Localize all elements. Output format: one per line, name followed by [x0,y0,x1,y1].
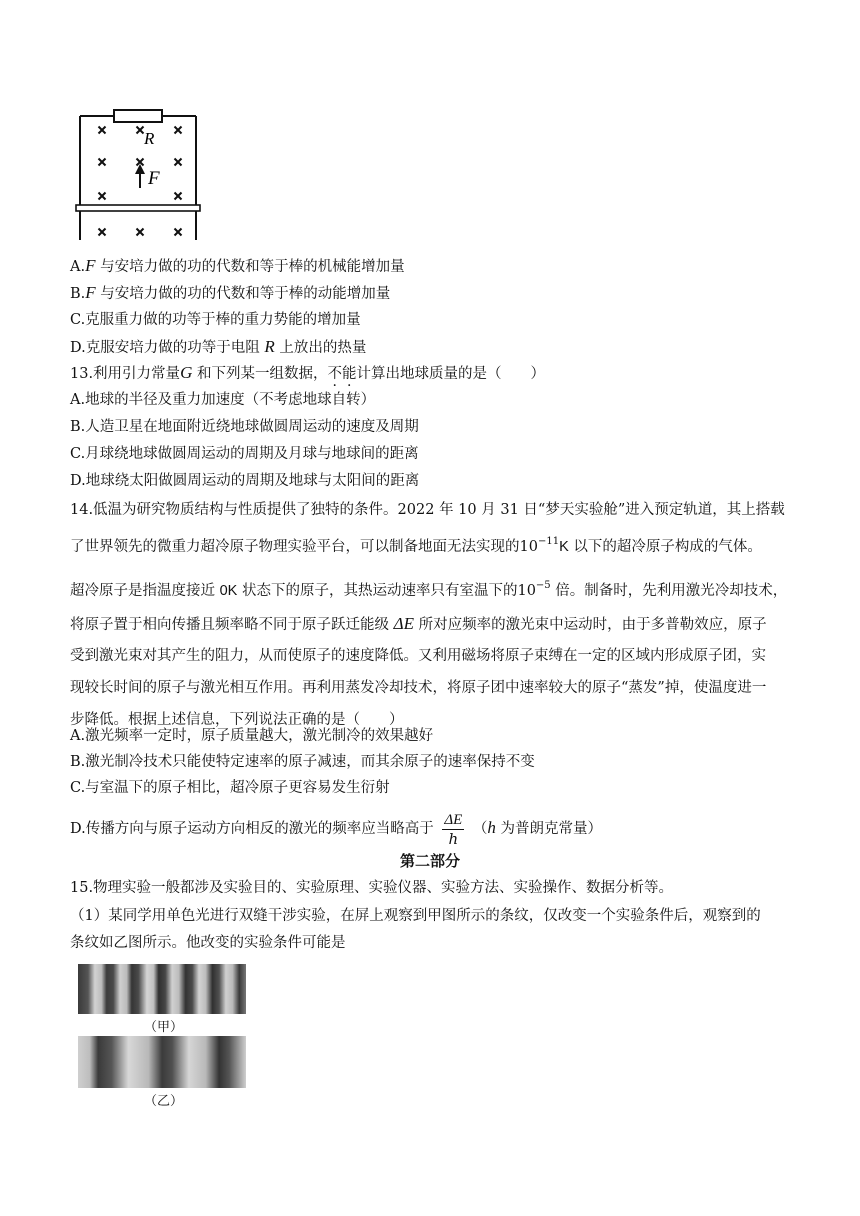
q14-stem-line-3: 超冷原子是指温度接近 0K 状态下的原子，其热运动速率只有室温下的$10^{-5}$ 倍。制备时，先利用激光冷却技术， [70,580,788,599]
q12-option-b: B.F 与安培力做的功的代数和等于棒的动能增加量 [70,283,391,302]
q13-stem: 13.利用引力常量G 和下列某一组数据，不能计算出地球质量的是（ ） [70,363,545,382]
q14-option-d: D.传播方向与原子运动方向相反的激光的频率应当略高于 $\frac{\Delta E}{h}$ （h 为普朗克常量） [70,811,603,848]
fringe-yi-caption: （乙） [144,1094,184,1109]
q12-option-a: A.F 与安培力做的功的代数和等于棒的机械能增加量 [70,256,405,275]
q13-option-c: C.月球绕地球做圆周运动的周期及月球与地球间的距离 [70,446,419,462]
q14-stem-line-2: 了世界领先的微重力超冷原子物理实验平台，可以制备地面无法实现的$10^{-11}K$ 以下的超冷原子构成的气体。 [70,536,762,555]
q14-stem-line-5: 受到激光束对其产生的阻力，从而使原子的速度降低。又利用磁场将原子束缚在一定的区域内形成原子团，实 [70,648,766,664]
q14-stem-line-1: 14.低温为研究物质结构与性质提供了独特的条件。2022 年 10 月 31 日“梦天实验舱”进入预定轨道，其上搭载 [70,502,785,518]
q14-stem-line-7: 步降低。根据上述信息，下列说法正确的是（ ） [70,712,404,728]
rail-circuit-diagram [74,104,204,242]
fringe-jia-caption: （甲） [144,1020,184,1035]
q14-stem-line-6: 现较长时间的原子与激光相互作用。再利用蒸发冷却技术，将原子团中速率较大的原子“蒸发”掉，使温度进一 [70,680,767,696]
q14-option-c: C.与室温下的原子相比，超冷原子更容易发生衍射 [70,780,390,796]
fringe-pattern-jia [78,964,246,1014]
q15-sub1-line-2: 条纹如乙图所示。他改变的实验条件可能是 [70,935,346,951]
fringe-pattern-yi [78,1036,246,1088]
q12-option-d: D.克服安培力做的功等于电阻 R 上放出的热量 [70,337,367,356]
q12-option-c: C.克服重力做的功等于棒的重力势能的增加量 [70,312,361,328]
force-f-label: F [148,168,160,189]
q13-option-a: A.地球的半径及重力加速度（不考虑地球自转） [70,392,376,408]
q15-sub1-line-1: （1）某同学用单色光进行双缝干涉实验，在屏上观察到甲图所示的条纹，仅改变一个实验条件后，观察到的 [70,908,761,924]
part-two-title: 第二部分 [399,852,460,870]
q13-option-d: D.地球绕太阳做圆周运动的周期及地球与太阳间的距离 [70,473,420,489]
resistor-r-label: R [144,129,155,148]
q15-stem: 15.物理实验一般都涉及实验目的、实验原理、实验仪器、实验方法、实验操作、数据分析等。 [70,880,674,896]
q13-option-b: B.人造卫星在地面附近绕地球做圆周运动的速度及周期 [70,419,419,435]
q14-option-b: B.激光制冷技术只能使特定速率的原子减速，而其余原子的速率保持不变 [70,754,535,770]
q14-stem-line-4: 将原子置于相向传播且频率略不同于原子跃迁能级 ΔE 所对应频率的激光束中运动时，由于多普勒效应，原子 [70,614,767,633]
q14-option-a: A.激光频率一定时，原子质量越大，激光制冷的效果越好 [70,728,434,744]
delta-e-over-h-fraction: $\frac{\Delta E}{h}$ [444,811,463,848]
